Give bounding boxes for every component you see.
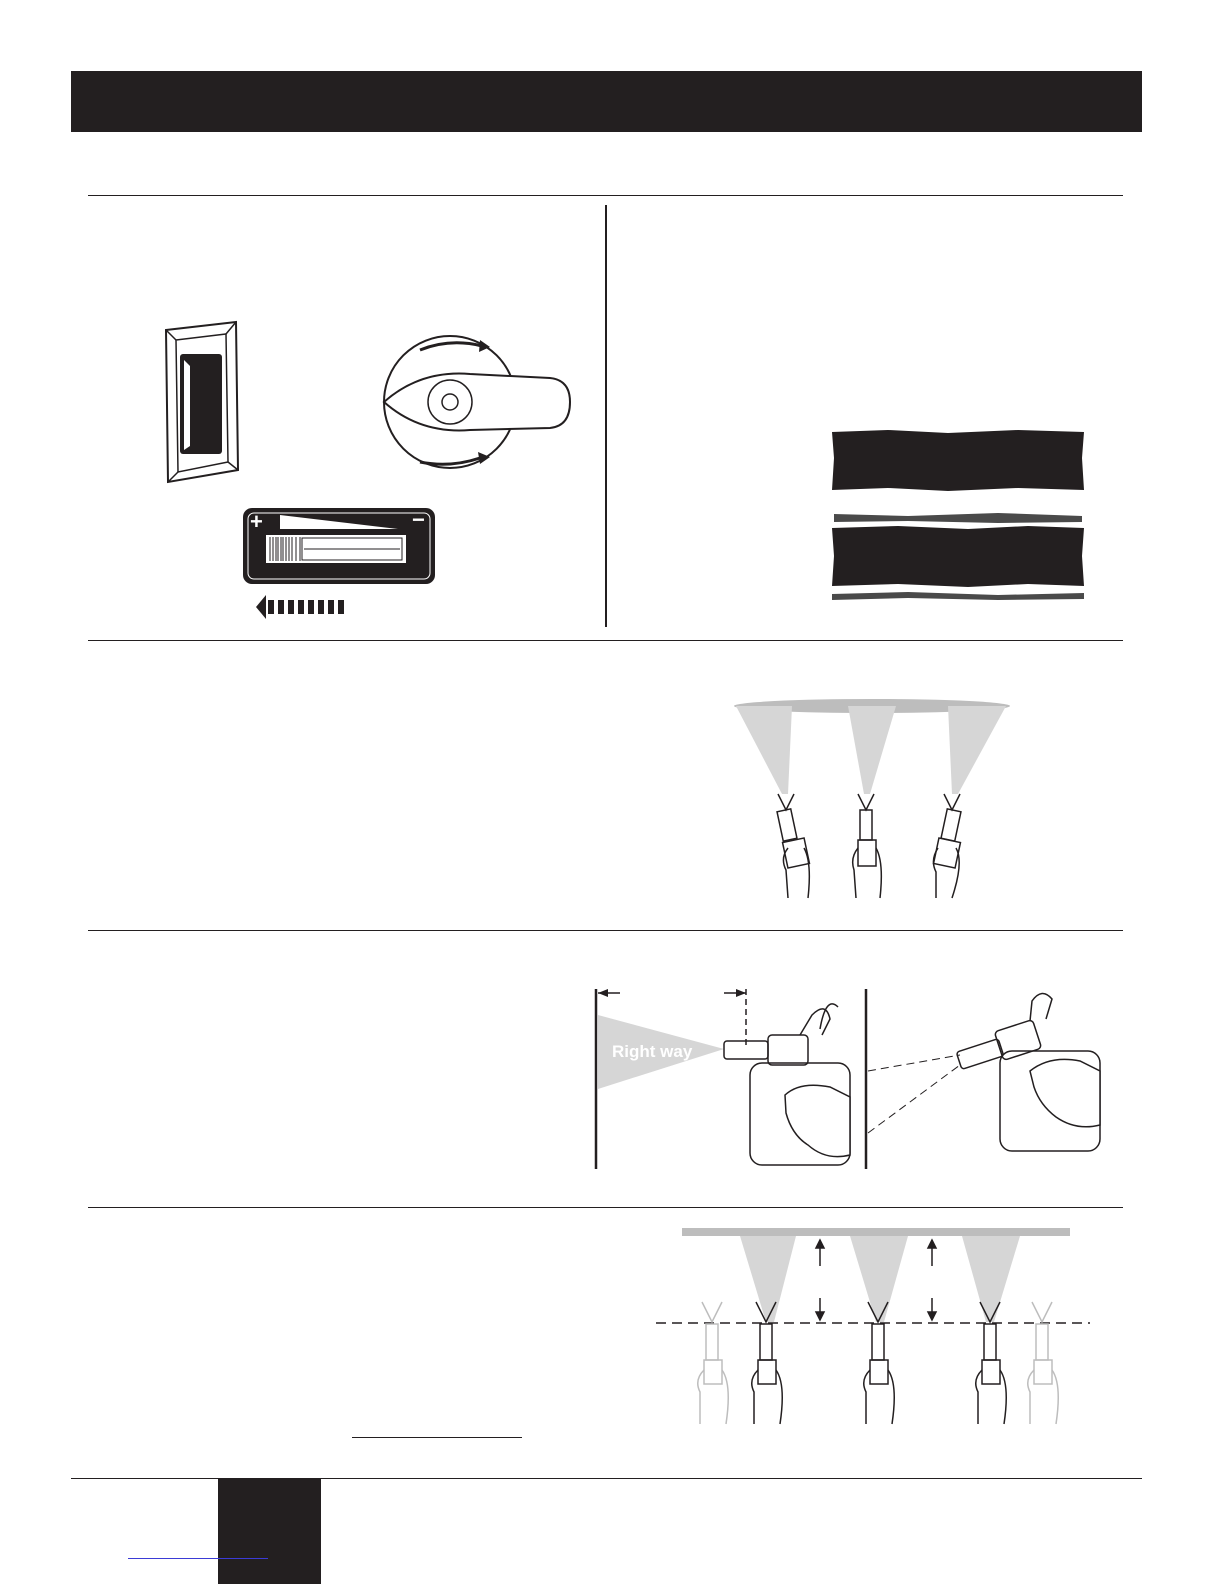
minus-label: − bbox=[412, 507, 425, 532]
gun-distance-illustration bbox=[590, 985, 1110, 1170]
section-divider bbox=[88, 195, 1123, 196]
prime-valve-illustration bbox=[380, 330, 580, 480]
spray-pattern-illustration bbox=[828, 428, 1088, 608]
overlap-strokes-illustration bbox=[654, 1224, 1094, 1429]
footer-link-underline[interactable] bbox=[128, 1558, 268, 1559]
section-divider bbox=[88, 1207, 1123, 1208]
gun-arcing-illustration bbox=[730, 698, 1015, 898]
page-number-block bbox=[218, 1479, 321, 1584]
on-off-switch-illustration bbox=[160, 318, 250, 488]
underline-mark bbox=[352, 1437, 522, 1438]
right-way-label: Right way bbox=[612, 1042, 693, 1061]
header-bar bbox=[71, 71, 1142, 132]
plus-label: + bbox=[250, 509, 263, 534]
section-divider bbox=[88, 640, 1123, 641]
column-divider bbox=[605, 205, 607, 627]
section-divider bbox=[88, 930, 1123, 931]
pressure-control-knob-illustration bbox=[242, 507, 437, 627]
